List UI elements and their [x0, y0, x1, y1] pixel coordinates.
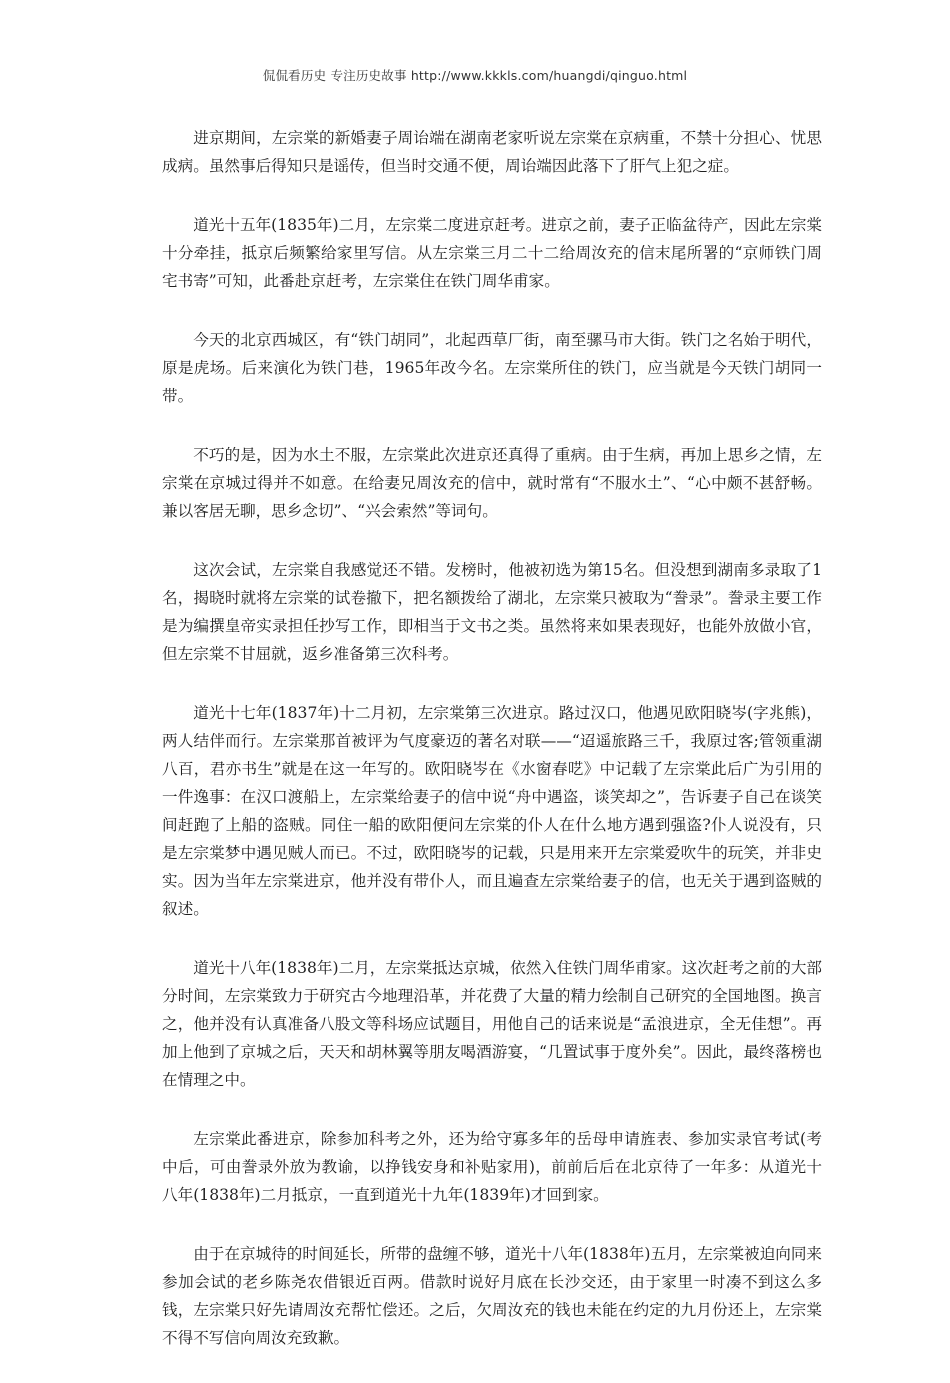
paragraph: 今天的北京西城区，有“铁门胡同”，北起西草厂街，南至骡马市大街。铁门之名始于明代，原是虎场。后来演化为铁门巷，1965年改今名。左宗棠所住的铁门，应当就是今天铁门胡同一带。 — [162, 331, 822, 405]
article-body — [162, 124, 822, 1383]
paragraph: 道光十八年(1838年)二月，左宗棠抵达京城，依然入住铁门周华甫家。这次赶考之前的大部分时间，左宗棠致力于研究古今地理沿革，并花费了大量的精力绘制自己研究的全国地图。换言之，他并没有认真准备八股文等科场应试题目，用他自己的话来说是“孟浪进京，全无佳想”。再加上他到了京城之后，天天和胡林翼等朋友喝酒游宴，“几置试事于度外矣”。因此，最终落榜也在情理之中。 — [162, 959, 823, 1089]
paragraph: 不巧的是，因为水土不服，左宗棠此次进京还真得了重病。由于生病，再加上思乡之情，左宗棠在京城过得并不如意。在给妻兄周汝充的信中，就时常有“不服水土”、“心中颇不甚舒畅。兼以客居无聊，思乡念切”、“兴会索然”等词句。 — [162, 446, 822, 520]
paragraph: 道光十五年(1835年)二月，左宗棠二度进京赶考。进京之前，妻子正临盆待产，因此左宗棠十分牵挂，抵京后频繁给家里写信。从左宗棠三月二十二给周汝充的信末尾所署的“京师铁门周宅书寄”可知，此番赴京赶考，左宗棠住在铁门周华甫家。 — [162, 216, 823, 290]
paragraph: 由于在京城待的时间延长，所带的盘缠不够，道光十八年(1838年)五月，左宗棠被迫向同来参加会试的老乡陈尧农借银近百两。借款时说好月底在长沙交还，由于家里一时凑不到这么多钱，左宗棠只好先请周汝充帮忙偿还。之后，欠周汝充的钱也未能在约定的九月份还上，左宗棠不得不写信向周汝充致歉。 — [162, 1245, 823, 1347]
paragraph: 这次会试，左宗棠自我感觉还不错。发榜时，他被初选为第15名。但没想到湖南多录取了1名，揭晓时就将左宗棠的试卷撤下，把名额拨给了湖北，左宗棠只被取为“誊录”。誊录主要工作是为编撰皇帝实录担任抄写工作，即相当于文书之类。虽然将来如果表现好，也能外放做小官，但左宗棠不甘屈就，返乡准备第三次科考。 — [162, 561, 822, 663]
paragraph: 左宗棠此番进京，除参加科考之外，还为给守寡多年的岳母申请旌表、参加实录官考试(考中后，可由誊录外放为教谕，以挣钱安身和补贴家用)，前前后后在北京待了一年多：从道光十八年(1838年)二月抵京，一直到道光十九年(1839年)才回到家。 — [162, 1130, 822, 1204]
paragraph: 进京期间，左宗棠的新婚妻子周诒端在湖南老家听说左宗棠在京病重，不禁十分担心、忧思成病。虽然事后得知只是谣传，但当时交通不便，周诒端因此落下了肝气上犯之症。 — [162, 129, 822, 175]
paragraph: 道光十七年(1837年)十二月初，左宗棠第三次进京。路过汉口，他遇见欧阳晓岑(字兆熊)，两人结伴而行。左宗棠那首被评为气度豪迈的著名对联——“迢遥旅路三千，我原过客;管领重湖八百，君亦书生”就是在这一年写的。欧阳晓岑在《水窗春呓》中记载了左宗棠此后广为引用的一件逸事：在汉口渡船上，左宗棠给妻子的信中说“舟中遇盗，谈笑却之”，告诉妻子自己在谈笑间赶跑了上船的盗贼。同住一船的欧阳便问左宗棠的仆人在什么地方遇到强盗?仆人说没有，只是左宗棠梦中遇见贼人而已。不过，欧阳晓岑的记载，只是用来开左宗棠爱吹牛的玩笑，并非史实。因为当年左宗棠进京，他并没有带仆人，而且遍查左宗棠给妻子的信，也无关于遇到盗贼的叙述。 — [162, 704, 822, 918]
page-header: 侃侃看历史 专注历史故事 http://www.kkkls.com/huangdi/qinguo.html — [262, 68, 688, 83]
